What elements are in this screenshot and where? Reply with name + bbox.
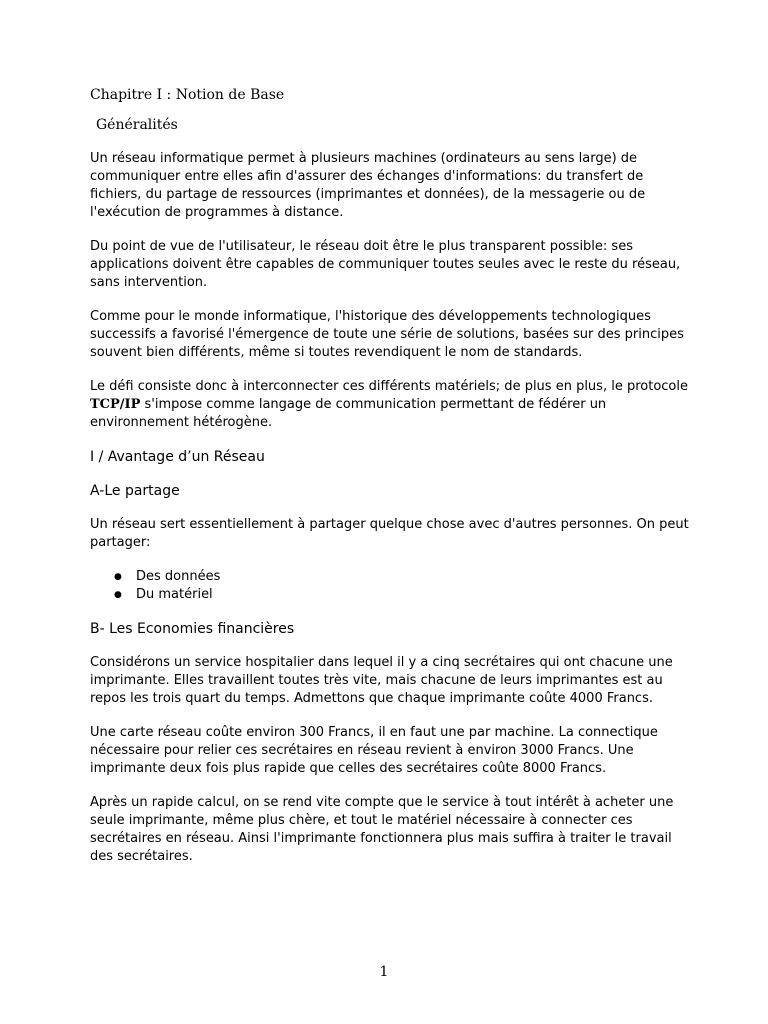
paragraph-tcpip	[90, 378, 690, 432]
paragraph-tcpip-after: s'impose comme langage de communication permettant de fédérer un environnement hétérogène.	[90, 397, 607, 430]
list-item-label: Du matériel	[136, 587, 213, 602]
list-item-label: Des données	[136, 569, 221, 584]
paragraph-tcpip-before: Le défi consiste donc à interconnecter ces différents matériels; de plus en plus, le protocole	[90, 379, 688, 394]
paragraph-network-card: Une carte réseau coûte environ 300 Francs, il en faut une par machine. La connectique nécessaire pour relier ces secrétaires en réseau revient à environ 3000 Francs. Une imprimante deux fois plus rapide que celles des secrétaires coûte 8000 Francs.	[90, 725, 658, 776]
paragraph-calculation: Après un rapide calcul, on se rend vite compte que le service à tout intérêt à acheter une seule imprimante, même plus chère, et tout le matériel nécessaire à connecter ces secrétaires en réseau. Ainsi l'imprimante fonctionnera plus mais suffira à traiter le travail des secrétaires.	[90, 795, 674, 864]
chapter-title: Chapitre I : Notion de Base	[90, 87, 285, 103]
document-content	[90, 86, 690, 882]
heading-advantages: I / Avantage d’un Réseau	[90, 449, 265, 465]
paragraph-sharing: Un réseau sert essentiellement à partager quelque chose avec d'autres personnes. On peut partager:	[90, 517, 689, 550]
list-item	[114, 586, 690, 604]
heading-economies: B- Les Economies financières	[90, 621, 295, 637]
tcpip-term: TCP/IP	[90, 397, 141, 412]
bullet-icon: ●	[114, 572, 122, 582]
sharing-list	[90, 568, 690, 604]
paragraph-user-view: Du point de vue de l'utilisateur, le réseau doit être le plus transparent possible: ses applications doivent être capables de communiquer toutes seules avec le reste du réseau, sans intervention.	[90, 239, 681, 290]
paragraph-intro: Un réseau informatique permet à plusieurs machines (ordinateurs au sens large) de communiquer entre elles afin d'assurer des échanges d'informations: du transfert de fichiers, du partage de ressources (imprimantes et données), de la messagerie ou de l'exécution de programmes à distance.	[90, 151, 646, 220]
bullet-icon: ●	[114, 590, 122, 600]
paragraph-hospital: Considérons un service hospitalier dans lequel il y a cinq secrétaires qui ont chacune une imprimante. Elles travaillent toutes très vite, mais chacune de leurs imprimantes est au repos les trois quart du temps. Admettons que chaque imprimante coûte 4000 Francs.	[90, 655, 673, 706]
section-title: Généralités	[96, 117, 178, 133]
list-item	[114, 568, 690, 586]
paragraph-history: Comme pour le monde informatique, l'historique des développements technologiques successifs a favorisé l'émergence de toute une série de solutions, basées sur des principes souvent bien différents, même si toutes revendiquent le nom de standards.	[90, 309, 684, 360]
heading-sharing: A-Le partage	[90, 483, 180, 499]
page-number: 1	[379, 964, 389, 980]
